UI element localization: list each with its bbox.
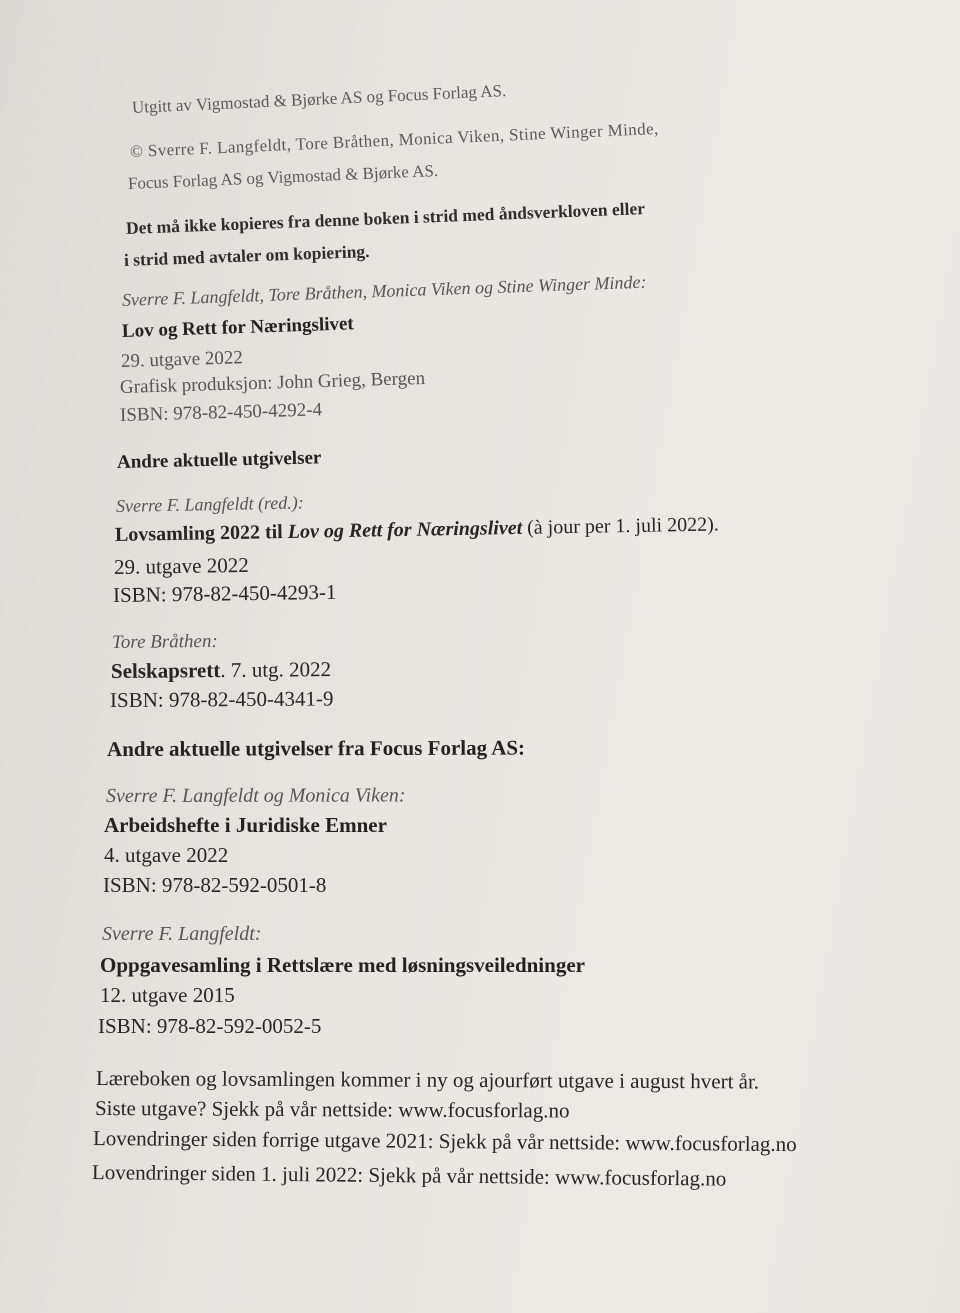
main-book-isbn: ISBN: 978-82-450-4292-4 <box>119 399 323 426</box>
footer-line-1: Læreboken og lovsamlingen kommer i ny og ajourført utgave i august hvert år. <box>95 1066 760 1094</box>
publisher-line: Utgitt av Vigmostad & Bjørke AS og Focus Forlag AS. <box>131 81 507 117</box>
oppgavesamling-title: Oppgavesamling i Rettslære med løsningsveiledninger <box>100 953 585 977</box>
arbeidshefte-isbn: ISBN: 978-82-592-0501-8 <box>103 873 327 897</box>
lovsamling-title-suffix: (à jour per 1. juli 2022). <box>526 513 719 539</box>
selskapsrett-isbn: ISBN: 978-82-450-4341-9 <box>109 686 334 712</box>
arbeidshefte-title: Arbeidshefte i Juridiske Emner <box>104 813 387 837</box>
copyright-line-2: Focus Forlag AS og Vigmostad & Bjørke AS. <box>127 161 439 193</box>
oppgavesamling-edition: 12. utgave 2015 <box>100 983 235 1007</box>
selskapsrett-title-bold: Selskapsrett <box>110 658 221 683</box>
lovsamling-title <box>115 513 719 547</box>
lovsamling-isbn: ISBN: 978-82-450-4293-1 <box>112 579 337 607</box>
selskapsrett-title-suffix: . 7. utg. 2022 <box>220 657 332 683</box>
copyright-line-1: © Sverre F. Langfeldt, Tore Bråthen, Monica Viken, Stine Winger Minde, <box>129 118 659 161</box>
arbeidshefte-authors: Sverre F. Langfeldt og Monica Viken: <box>105 784 406 807</box>
selskapsrett-title <box>111 657 331 684</box>
footer-line-3: Lovendringer siden forrige utgave 2021: Sjekk på vår nettside: www.focusforlag.no <box>92 1126 797 1157</box>
selskapsrett-authors: Tore Bråthen: <box>111 630 218 653</box>
copy-notice-line-2: i strid med avtaler om kopiering. <box>123 241 370 270</box>
main-book-authors: Sverre F. Langfeldt, Tore Bråthen, Monica Viken og Stine Winger Minde: <box>121 271 647 310</box>
main-book-edition: 29. utgave 2022 <box>120 347 244 372</box>
main-book-title: Lov og Rett for Næringslivet <box>121 313 355 342</box>
lovsamling-title-prefix: Lovsamling 2022 til <box>114 521 283 546</box>
lovsamling-edition: 29. utgave 2022 <box>113 552 249 579</box>
oppgavesamling-authors: Sverre F. Langfeldt: <box>102 923 262 945</box>
copy-notice-line-1: Det må ikke kopieres fra denne boken i strid med åndsverkloven eller <box>125 198 646 238</box>
other-publications-heading: Andre aktuelle utgivelser <box>116 447 322 473</box>
main-book-graphics: Grafisk produksjon: John Grieg, Bergen <box>119 367 426 398</box>
footer-line-2: Siste utgave? Sjekk på vår nettside: www.focusforlag.no <box>94 1096 570 1123</box>
lovsamling-authors: Sverre F. Langfeldt (red.): <box>115 492 304 516</box>
oppgavesamling-isbn: ISBN: 978-82-592-0052-5 <box>98 1014 322 1038</box>
arbeidshefte-edition: 4. utgave 2022 <box>104 843 229 867</box>
lovsamling-title-italic: Lov og Rett for Næringslivet <box>287 516 523 543</box>
focus-publications-heading: Andre aktuelle utgivelser fra Focus Forlag AS: <box>106 735 526 761</box>
footer-line-4: Lovendringer siden 1. juli 2022: Sjekk på vår nettside: www.focusforlag.no <box>91 1160 727 1191</box>
